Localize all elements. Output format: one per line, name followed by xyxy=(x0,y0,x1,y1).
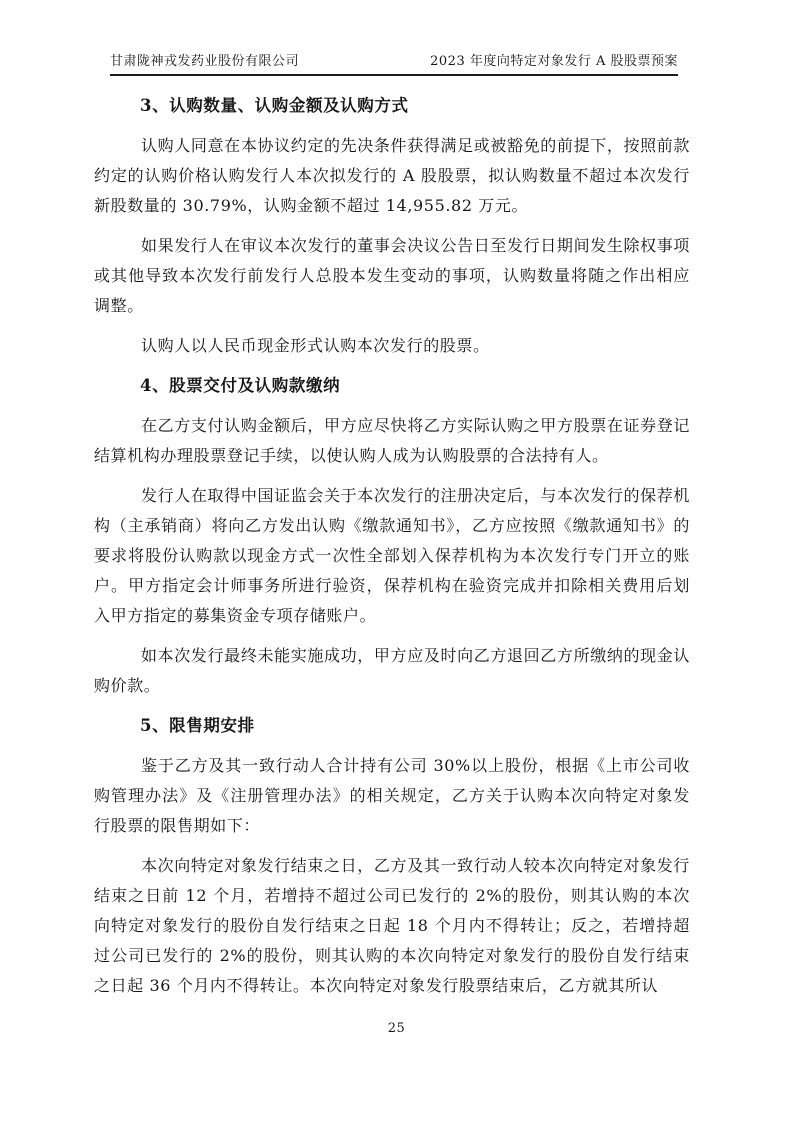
section-heading: 5、限售期安排 xyxy=(140,716,255,735)
header-company-name: 甘肃陇神戎发药业股份有限公司 xyxy=(110,54,300,69)
section-heading: 4、股票交付及认购款缴纳 xyxy=(140,376,341,395)
document-body xyxy=(94,91,690,1011)
body-paragraph: 如果发行人在审议本次发行的董事会决议公告日至发行日期间发生除权事项或其他导致本次发行前发行人总股本发生变动的事项，认购数量将随之作出相应调整。 xyxy=(94,236,690,315)
page-header xyxy=(110,50,678,76)
section-heading: 3、认购数量、认购金额及认购方式 xyxy=(140,96,409,115)
body-paragraph: 认购人以人民币现金形式认购本次发行的股票。 xyxy=(141,336,490,355)
body-paragraph: 本次向特定对象发行结束之日，乙方及其一致行动人较本次向特定对象发行结束之日前 12 个月，若增持不超过公司已发行的 2%的股份，则其认购的本次向特定对象发行的股份自发行结束之日起 18 个月内不得转让；反之，若增持超过公司已发行的 2%的股份，则其认购的本次向特定对象发行的股份自发行结束之日起 36 个月内不得转让。本次向特定对象发行股票结束后，乙方就其所认 xyxy=(94,856,690,995)
header-document-title: 2023 年度向特定对象发行 A 股股票预案 xyxy=(430,54,678,69)
body-paragraph: 鉴于乙方及其一致行动人合计持有公司 30%以上股份，根据《上市公司收购管理办法》及《注册管理办法》的相关规定，乙方关于认购本次向特定对象发行股票的限售期如下： xyxy=(94,756,690,835)
body-paragraph: 认购人同意在本协议约定的先决条件获得满足或被豁免的前提下，按照前款约定的认购价格认购发行人本次拟发行的 A 股股票，拟认购数量不超过本次发行新股数量的 30.79%，认购金额不超过 14,955.82 万元。 xyxy=(94,136,690,215)
body-paragraph: 如本次发行最终未能实施成功，甲方应及时向乙方退回乙方所缴纳的现金认购价款。 xyxy=(94,646,690,695)
page-number: 25 xyxy=(387,1021,406,1036)
body-paragraph: 发行人在取得中国证监会关于本次发行的注册决定后，与本次发行的保荐机构（主承销商）将向乙方发出认购《缴款通知书》，乙方应按照《缴款通知书》的要求将股份认购款以现金方式一次性全部划入保荐机构为本次发行专门开立的账户。甲方指定会计师事务所进行验资，保荐机构在验资完成并扣除相关费用后划入甲方指定的募集资金专项存储账户。 xyxy=(94,486,690,625)
body-paragraph: 在乙方支付认购金额后，甲方应尽快将乙方实际认购之甲方股票在证券登记结算机构办理股票登记手续，以使认购人成为认购股票的合法持有人。 xyxy=(94,416,690,465)
page-footer xyxy=(0,1021,793,1036)
